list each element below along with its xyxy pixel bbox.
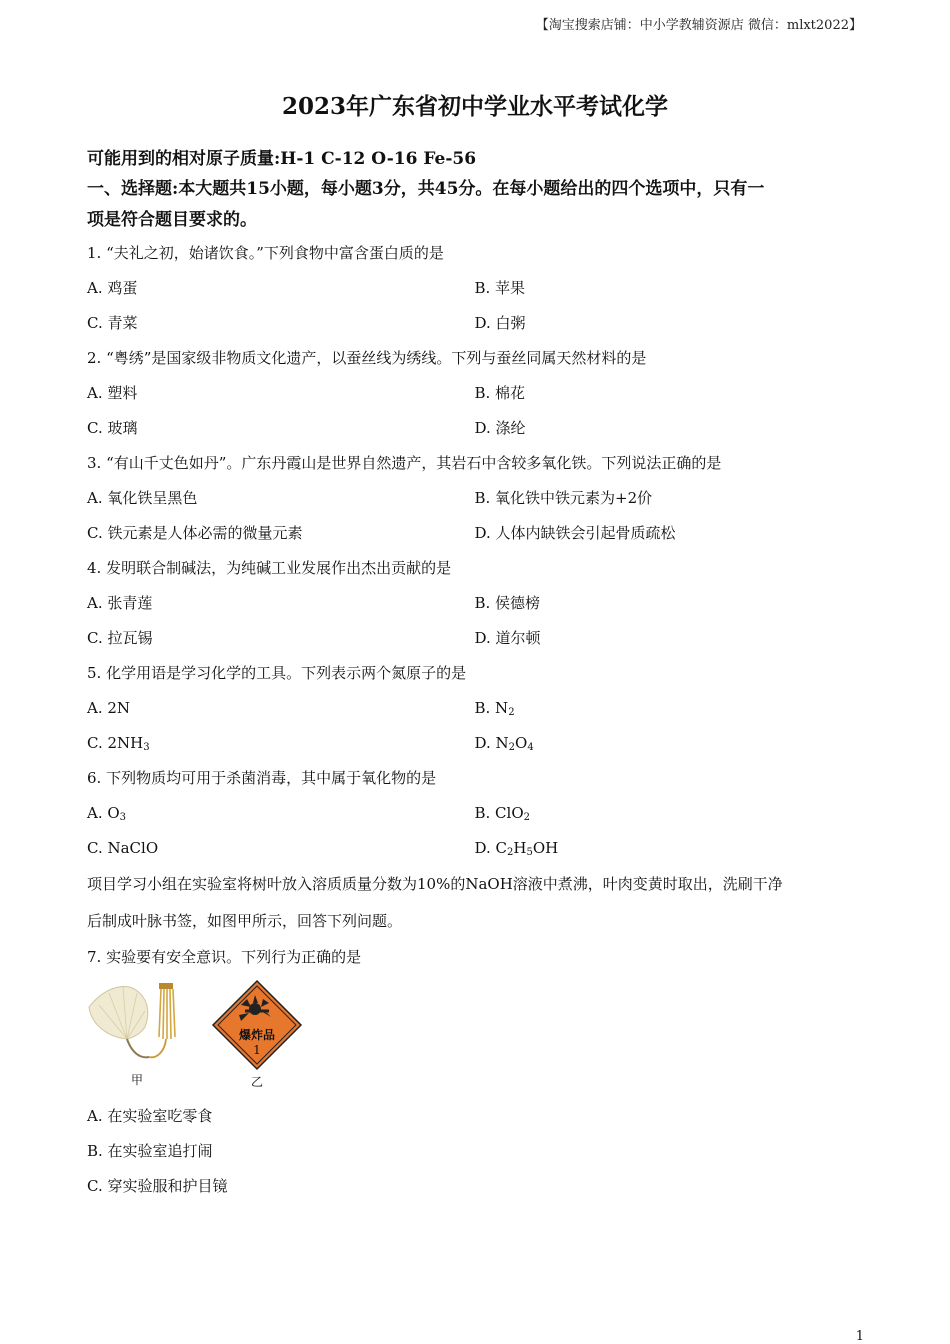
question-4-options-row1 [87, 586, 862, 621]
figure-yi [211, 979, 303, 1090]
sign-label: 爆炸品 [238, 1028, 276, 1042]
question-3-stem: 3. “有山千丈色如丹”。广东丹霞山是世界自然遗产，其岩石中含较多氧化铁。下列说法正确的是 [87, 454, 722, 472]
q6-option-b: B. ClO$_2$ [474, 804, 531, 823]
q1-option-d: D. 白粥 [474, 314, 526, 332]
q6-option-a: A. $O_3$ [87, 804, 127, 823]
question-2-options-row1 [87, 376, 862, 411]
q3-option-a: A. 氧化铁呈黑色 [87, 489, 198, 507]
q6-option-d: D. $C_2H_5OH$ [474, 839, 559, 858]
q3-option-c: C. 铁元素是人体必需的微量元素 [87, 524, 303, 542]
question-5-options-row2 [87, 726, 862, 761]
q7-option-c: C. 穿实验服和护目镜 [87, 1177, 228, 1195]
section-heading-line2: 项是符合题目要求的。 [87, 210, 257, 230]
q7-option-a: A. 在实验室吃零食 [87, 1107, 213, 1125]
q5-option-b: B. $N_2$ [474, 699, 515, 718]
question-3-options-row1 [87, 481, 862, 516]
q1-option-c: C. 青菜 [87, 314, 138, 332]
question-7-stem: 7. 实验要有安全意识。下列行为正确的是 [87, 948, 362, 966]
context-line-2: 后制成叶脉书签，如图甲所示，回答下列问题。 [87, 912, 403, 930]
question-2-options-row2 [87, 411, 862, 446]
document-body [87, 144, 862, 1204]
question-4-stem: 4. 发明联合制碱法，为纯碱工业发展作出杰出贡献的是 [87, 559, 452, 577]
question-6-options-row2 [87, 831, 862, 866]
q5-option-a: A. 2N [87, 699, 131, 717]
q4-option-a: A. 张青莲 [87, 594, 153, 612]
q1-option-b: B. 苹果 [474, 279, 526, 297]
q3-option-b: B. 氧化铁中铁元素为+2价 [474, 489, 653, 507]
leaf-bookmark-image [87, 979, 182, 1069]
figures [87, 979, 862, 1099]
header-note: 【淘宝搜索店铺：中小学教辅资源店 微信：mlxt2022】 [535, 18, 862, 33]
question-3-options-row2 [87, 516, 862, 551]
sign-number: 1 [253, 1043, 261, 1057]
figure-jia [87, 979, 187, 1088]
question-1-options-row2 [87, 306, 862, 341]
section-heading-line1: 一、选择题:本大题共15小题，每小题3分，共45分。在每小题给出的四个选项中，只有一 [87, 179, 765, 199]
explosive-sign-image [211, 979, 303, 1071]
figure-jia-caption: 甲 [130, 1073, 143, 1087]
q5-option-d: D. $N_2O_4$ [474, 734, 534, 753]
q2-option-d: D. 涤纶 [474, 419, 526, 437]
q2-option-c: C. 玻璃 [87, 419, 138, 437]
q4-option-c: C. 拉瓦锡 [87, 629, 153, 647]
question-1-stem: 1. “夫礼之初，始诸饮食。”下列食物中富含蛋白质的是 [87, 244, 444, 262]
q6-option-c: C. NaClO [87, 839, 159, 857]
q2-option-b: B. 棉花 [474, 384, 526, 402]
context-paragraph [87, 866, 862, 940]
question-5-options-row1 [87, 691, 862, 726]
q3-option-d: D. 人体内缺铁会引起骨质疏松 [474, 524, 676, 542]
figure-yi-caption: 乙 [250, 1075, 263, 1089]
page-number: 1 [855, 1329, 864, 1344]
question-5-stem: 5. 化学用语是学习化学的工具。下列表示两个氮原子的是 [87, 664, 467, 682]
question-1-options-row1 [87, 271, 862, 306]
question-4-options-row2 [87, 621, 862, 656]
question-2-stem: 2. “粤绣”是国家级非物质文化遗产，以蚕丝线为绣线。下列与蚕丝同属天然材料的是 [87, 349, 647, 367]
q7-option-b: B. 在实验室追打闹 [87, 1142, 213, 1160]
q1-option-a: A. 鸡蛋 [87, 279, 138, 297]
q4-option-b: B. 侯德榜 [474, 594, 541, 612]
atomic-masses: 可能用到的相对原子质量:H-1 C-12 O-16 Fe-56 [87, 149, 477, 169]
page-title: 2023年广东省初中学业水平考试化学 [281, 93, 668, 120]
question-6-stem: 6. 下列物质均可用于杀菌消毒，其中属于氧化物的是 [87, 769, 437, 787]
q4-option-d: D. 道尔顿 [474, 629, 541, 647]
question-6-options-row1 [87, 796, 862, 831]
q2-option-a: A. 塑料 [87, 384, 138, 402]
q5-option-c: C. $2NH_3$ [87, 734, 150, 753]
context-line-1: 项目学习小组在实验室将树叶放入溶质质量分数为10%的NaOH溶液中煮沸，叶肉变黄时取出，洗刷干净 [87, 875, 783, 893]
